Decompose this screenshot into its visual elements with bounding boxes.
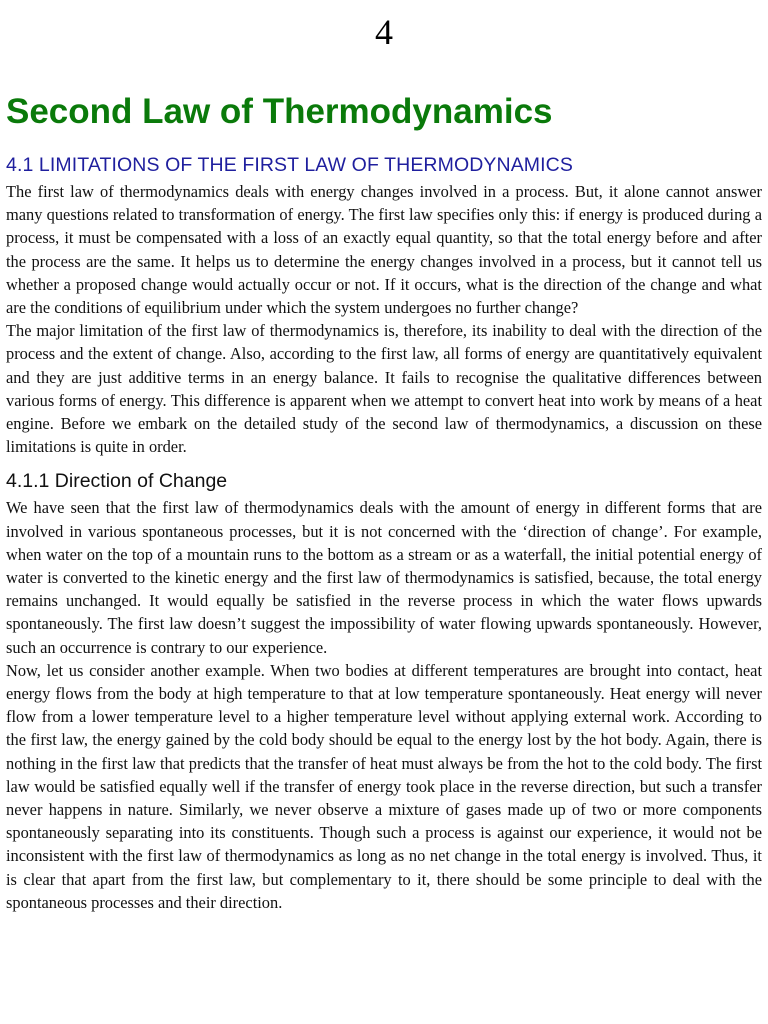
subsection-paragraph-2: Now, let us consider another example. When two bodies at different temperatures are brought into contact, heat energy flows from the body at high temperature to that at low temperature spontaneously. Heat energy will never flow from a lower temperature level to a higher temperature level without applying external work. According to the first law, the energy gained by the cold body should be equal to the energy lost by the hot body. Again, there is nothing in the first law that predicts that the transfer of heat must always be from the hot to the cold body. The first law would be satisfied equally well if the transfer of energy took place in the reverse direction, but such a transfer never happens in nature. Similarly, we never observe a mixture of gases made up of two or more components spontaneously separating into its constituents. Though such a process is against our experience, it would not be inconsistent with the first law of thermodynamics as long as no net change in the total energy is involved. Thus, it is clear that apart from the first law, but complementary to it, there should be some principle to deal with the spontaneous processes and their direction. [6, 660, 762, 912]
chapter-number: 4 [375, 12, 393, 52]
section-paragraph-1: The first law of thermodynamics deals with energy changes involved in a process. But, it alone cannot answer many questions related to transformation of energy. The first law specifies only this: if energy is produced during a process, it must be compensated with a loss of an exactly equal quantity, so that the total energy before and after the process are the same. It helps us to determine the energy changes involved in a process, but it cannot tell us whether a proposed change would actually occur or not. If it occurs, what is the direction of the change and what are the conditions of equilibrium under which the system undergoes no further change? [6, 182, 762, 318]
subsection-paragraph-1: We have seen that the first law of thermodynamics deals with the amount of energy in different forms that are involved in various spontaneous processes, but it is not concerned with the ‘direction of change’. For example, when water on the top of a mountain runs to the bottom as a stream or as a waterfall, the initial potential energy of water is converted to the kinetic energy and the first law of thermodynamics is satisfied, because, the total energy remains unchanged. It would equally be satisfied in the reverse process in which the water flows upwards spontaneously. The first law doesn’t suggest the impossibility of water flowing upwards spontaneously. However, such an occurrence is contrary to our experience. [6, 498, 762, 657]
document-page [6, 0, 762, 1024]
section-paragraph-2: The major limitation of the first law of thermodynamics is, therefore, its inability to deal with the direction of the process and the extent of change. Also, according to the first law, all forms of energy are quantitatively equivalent and they are just additive terms in an energy balance. It fails to recognise the qualitative differences between various forms of energy. This difference is apparent when we attempt to convert heat into work by means of a heat engine. Before we embark on the detailed study of the second law of thermodynamics, a discussion on these limitations is quite in order. [6, 321, 762, 457]
section-heading: 4.1 LIMITATIONS OF THE FIRST LAW OF THERMODYNAMICS [6, 154, 573, 176]
subsection-heading: 4.1.1 Direction of Change [6, 470, 228, 493]
chapter-title: Second Law of Thermodynamics [6, 92, 553, 131]
